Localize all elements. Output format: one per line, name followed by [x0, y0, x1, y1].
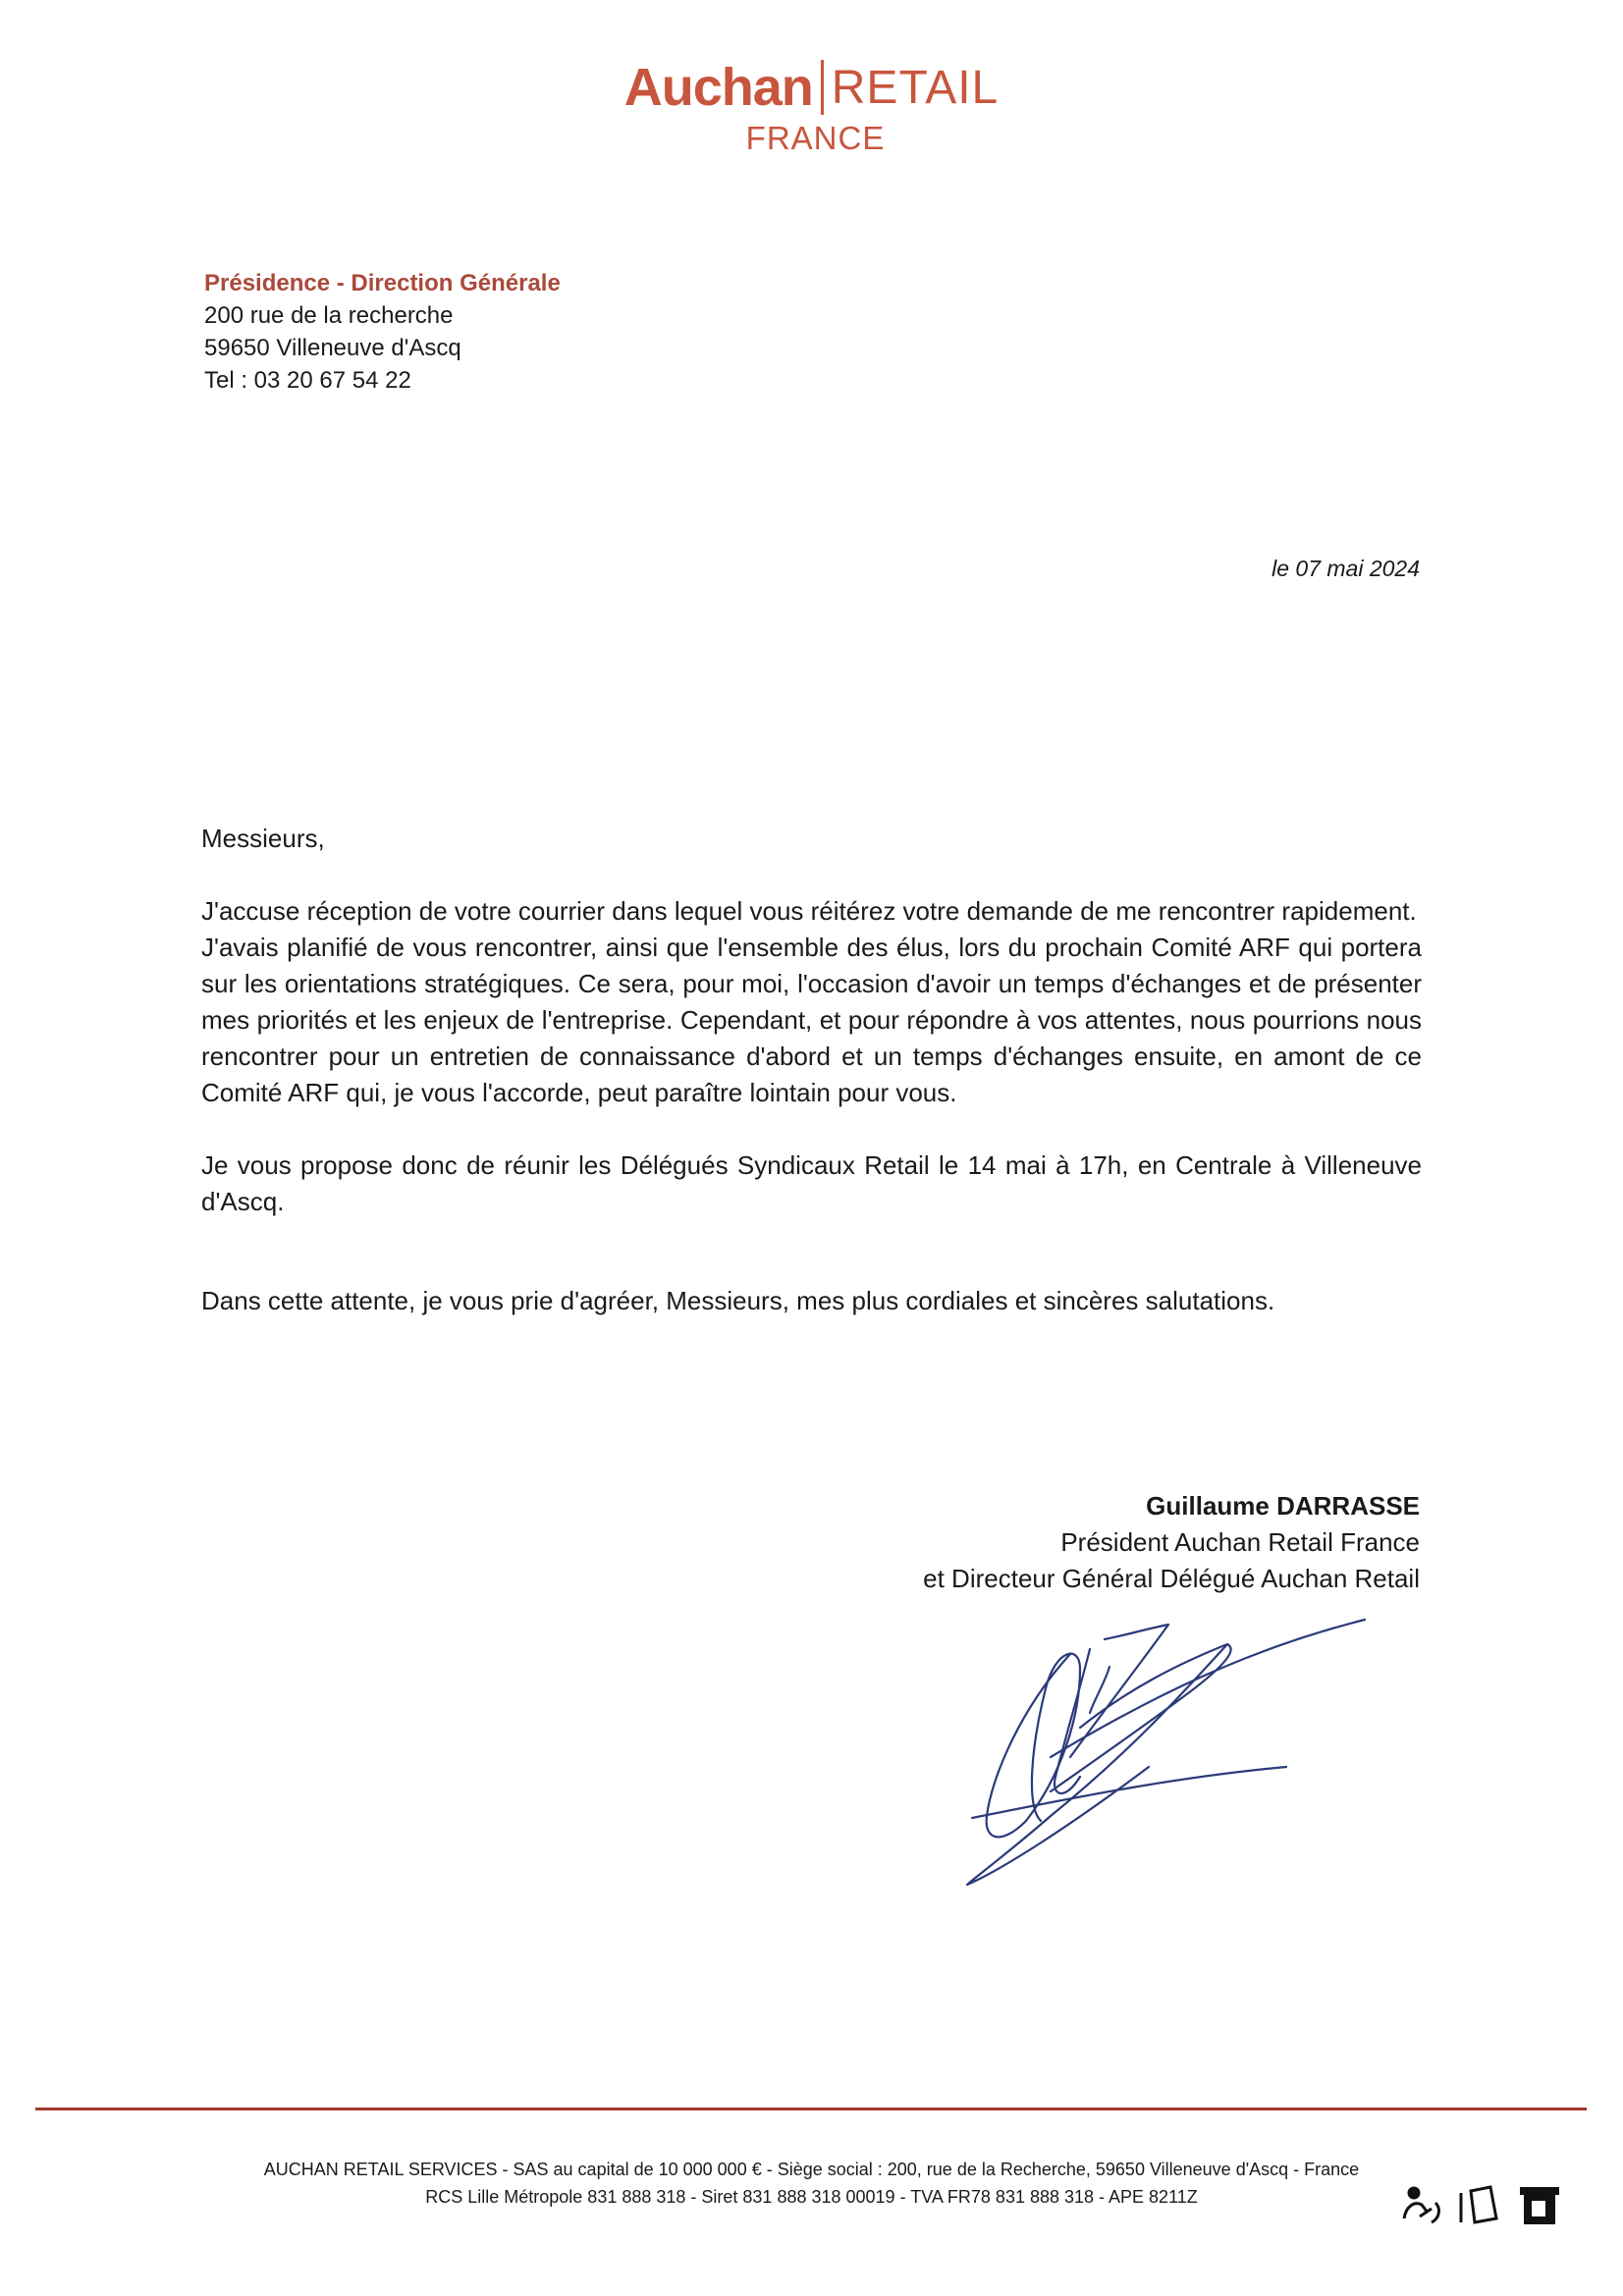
handwritten-signature: [933, 1610, 1384, 1895]
company-logo: [0, 57, 1623, 157]
letter-paragraph-1: J'accuse réception de votre courrier dans lequel vous réitérez votre demande de me rencontrer rapidement.: [201, 896, 1417, 926]
logo-retail: RETAIL: [831, 61, 1000, 114]
signatory-name: Guillaume DARRASSE: [1146, 1491, 1420, 1521]
letter-closing: Dans cette attente, je vous prie d'agréer, Messieurs, mes plus cordiales et sincères salutations.: [201, 1286, 1275, 1315]
signatory-title-1: Président Auchan Retail France: [1060, 1527, 1420, 1557]
footer-rule: [35, 2108, 1587, 2110]
letter-date: le 07 mai 2024: [1271, 556, 1420, 581]
signatory-title-2: et Directeur Général Délégué Auchan Retail: [923, 1564, 1420, 1593]
logo-divider: [821, 60, 824, 115]
logo-brand: Auchan: [623, 58, 813, 117]
sender-address-line1: 200 rue de la recherche: [204, 302, 454, 329]
letter-paragraph-3: Je vous propose donc de réunir les Délégués Syndicaux Retail le 14 mai à 17h, en Centrale à Villeneuve d'Ascq.: [201, 1150, 1422, 1216]
recycle-icon: [1404, 2188, 1438, 2222]
footer: [0, 2156, 1623, 2211]
sender-block: [204, 267, 561, 397]
paragraph-gap: [201, 1220, 1422, 1283]
sender-address-line2: 59650 Villeneuve d'Ascq: [204, 335, 461, 361]
letter-greeting: Messieurs,: [201, 824, 325, 853]
sender-department: Présidence - Direction Générale: [204, 270, 561, 296]
letter-paragraph-2: J'avais planifié de vous rencontrer, ainsi que l'ensemble des élus, lors du prochain Comité ARF qui portera sur les orientations stratégiques. Ce sera, pour moi, l'occasion d'avoir un temps d'échanges et de présenter mes priorités et les enjeux de l'entreprise. Cependant, et pour répondre à vos attentes, nous pourrions nous rencontrer pour un entretien de connaissance d'abord et un temps d'échanges ensuite, en amont de ce Comité ARF qui, je vous l'accorde, peut paraître lointain pour vous.: [201, 933, 1422, 1107]
footer-eco-icons: [1392, 2179, 1589, 2228]
signatory-block: [923, 1488, 1420, 1597]
footer-line-2: RCS Lille Métropole 831 888 318 - Siret 831 888 318 00019 - TVA FR78 831 888 318 - APE 8211Z: [425, 2187, 1198, 2207]
paragraph-gap: [201, 1111, 1422, 1148]
footer-line-1: AUCHAN RETAIL SERVICES - SAS au capital de 10 000 000 € - Siège social : 200, rue de la Recherche, 59650 Villeneuve d'Ascq - France: [263, 2160, 1360, 2179]
logo-country: FRANCE: [745, 120, 886, 156]
bin-icon: [1520, 2187, 1559, 2224]
letter-body: [201, 821, 1422, 1319]
paper-icon: [1461, 2187, 1496, 2222]
sender-phone: Tel : 03 20 67 54 22: [204, 367, 411, 394]
